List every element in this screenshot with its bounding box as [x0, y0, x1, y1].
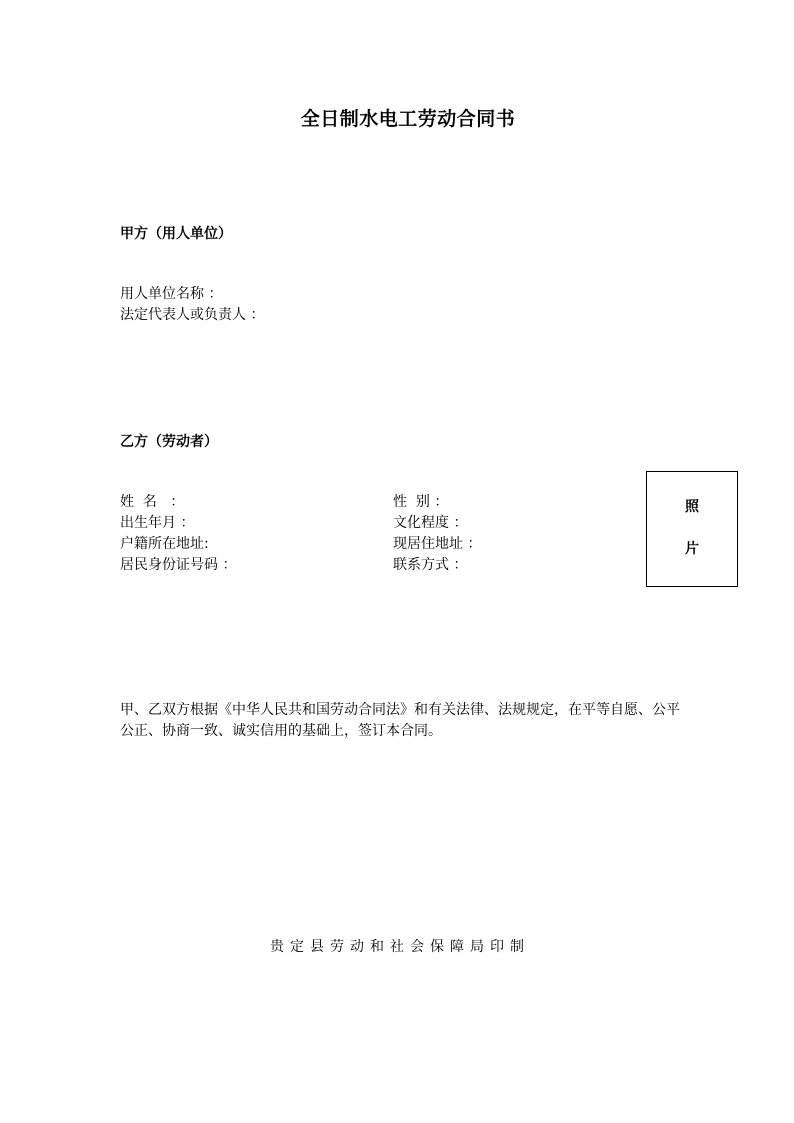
preamble-line-1: 甲、乙双方根据《中华人民共和国劳动合同法》和有关法律、法规规定，在平等自愿、公平 [120, 702, 680, 718]
photo-label-char-1: 照 [685, 499, 699, 515]
party-b-household-address-field: 户籍所在地址: [120, 536, 209, 552]
party-b-name-field: 姓 名 ： [120, 494, 185, 510]
party-b-birth-date-field: 出生年月 ： [120, 515, 195, 531]
party-a-heading: 甲方（用人单位） [120, 226, 232, 242]
photo-box [646, 471, 738, 587]
party-a-legal-representative-field: 法定代表人或负责人 ： [120, 307, 265, 323]
photo-label-char-2: 片 [685, 541, 699, 557]
party-b-education-field: 文化程度 ： [393, 515, 468, 531]
document-title: 全日制水电工劳动合同书 [300, 108, 516, 130]
party-b-id-number-field: 居民身份证号码 ： [120, 557, 237, 573]
party-b-contact-field: 联系方式 ： [393, 557, 468, 573]
publisher-footer: 贵定县劳动和社会保障局印制 [270, 939, 530, 955]
party-b-gender-field: 性 别 ： [393, 494, 449, 510]
party-a-employer-name-field: 用人单位名称 ： [120, 286, 223, 302]
preamble-line-2: 公正、协商一致、诚实信用的基础上，签订本合同。 [120, 723, 442, 739]
party-b-heading: 乙方（劳动者） [120, 434, 218, 450]
party-b-current-address-field: 现居住地址 ： [393, 536, 482, 552]
